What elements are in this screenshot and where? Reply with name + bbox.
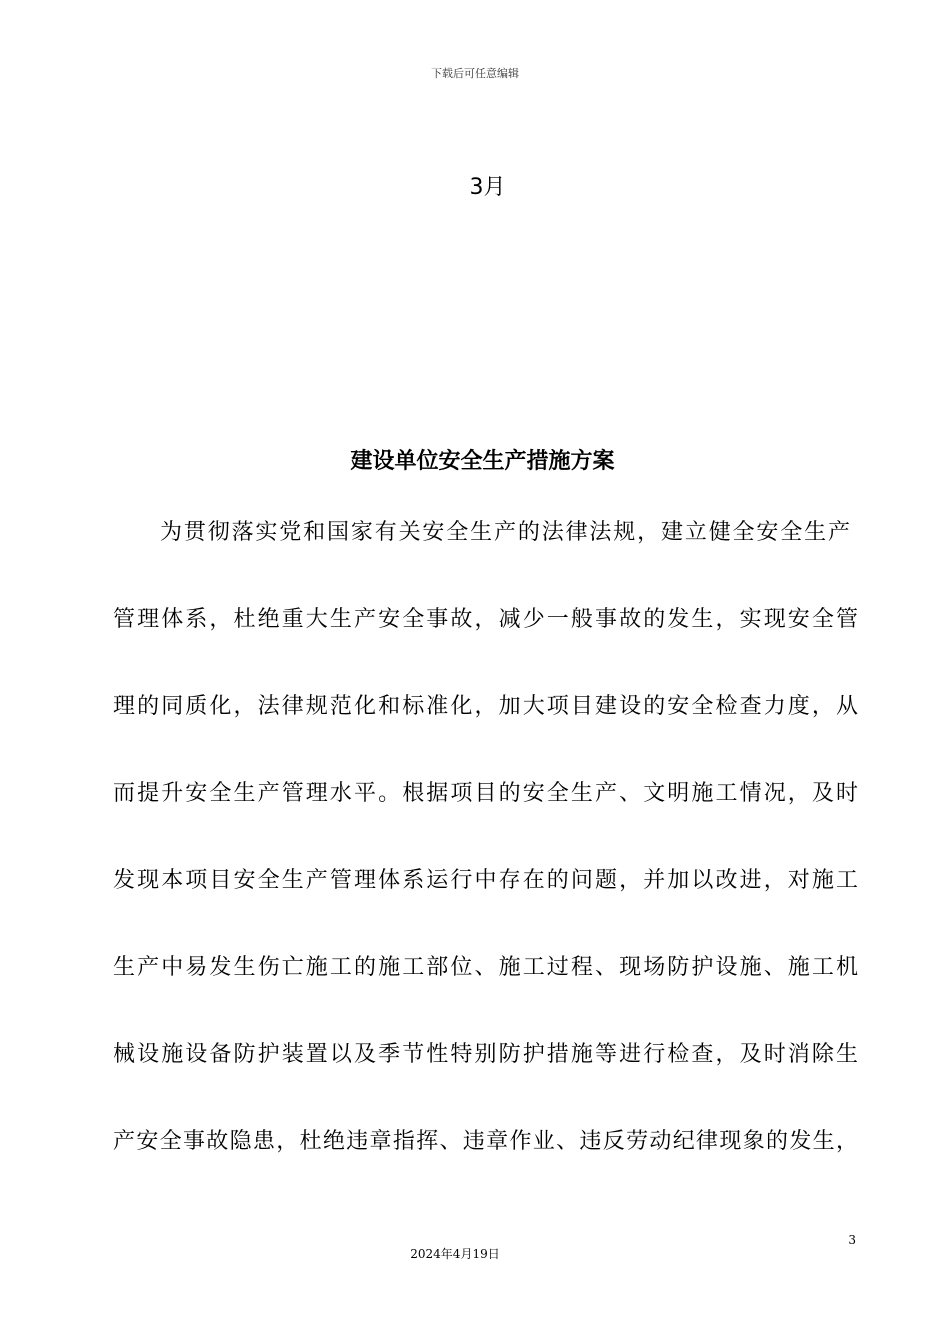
body-line: 理的同质化，法律规范化和标准化，加大项目建设的安全检查力度，从 bbox=[113, 694, 858, 719]
body-line: 为贯彻落实党和国家有关安全生产的法律法规，建立健全安全生产 bbox=[160, 520, 850, 545]
body-line: 管理体系，杜绝重大生产安全事故，减少一般事故的发生，实现安全管 bbox=[113, 607, 858, 632]
document-title: 建设单位安全生产措施方案 bbox=[350, 449, 615, 474]
body-line: 产安全事故隐患，杜绝违章指挥、违章作业、违反劳动纪律现象的发生， bbox=[113, 1129, 858, 1154]
body-line: 械设施设备防护装置以及季节性特别防护措施等进行检查，及时消除生 bbox=[113, 1042, 858, 1067]
month-heading: 3月 bbox=[469, 175, 506, 200]
page-header-note: 下载后可任意编辑 bbox=[431, 67, 519, 80]
page-footer-date: 2024年4月19日 bbox=[410, 1247, 500, 1261]
body-line: 而提升安全生产管理水平。根据项目的安全生产、文明施工情况，及时 bbox=[113, 781, 858, 806]
body-line: 生产中易发生伤亡施工的施工部位、施工过程、现场防护设施、施工机 bbox=[113, 955, 858, 980]
page-number: 3 bbox=[848, 1233, 856, 1247]
body-line: 发现本项目安全生产管理体系运行中存在的问题，并加以改进，对施工 bbox=[113, 868, 858, 893]
